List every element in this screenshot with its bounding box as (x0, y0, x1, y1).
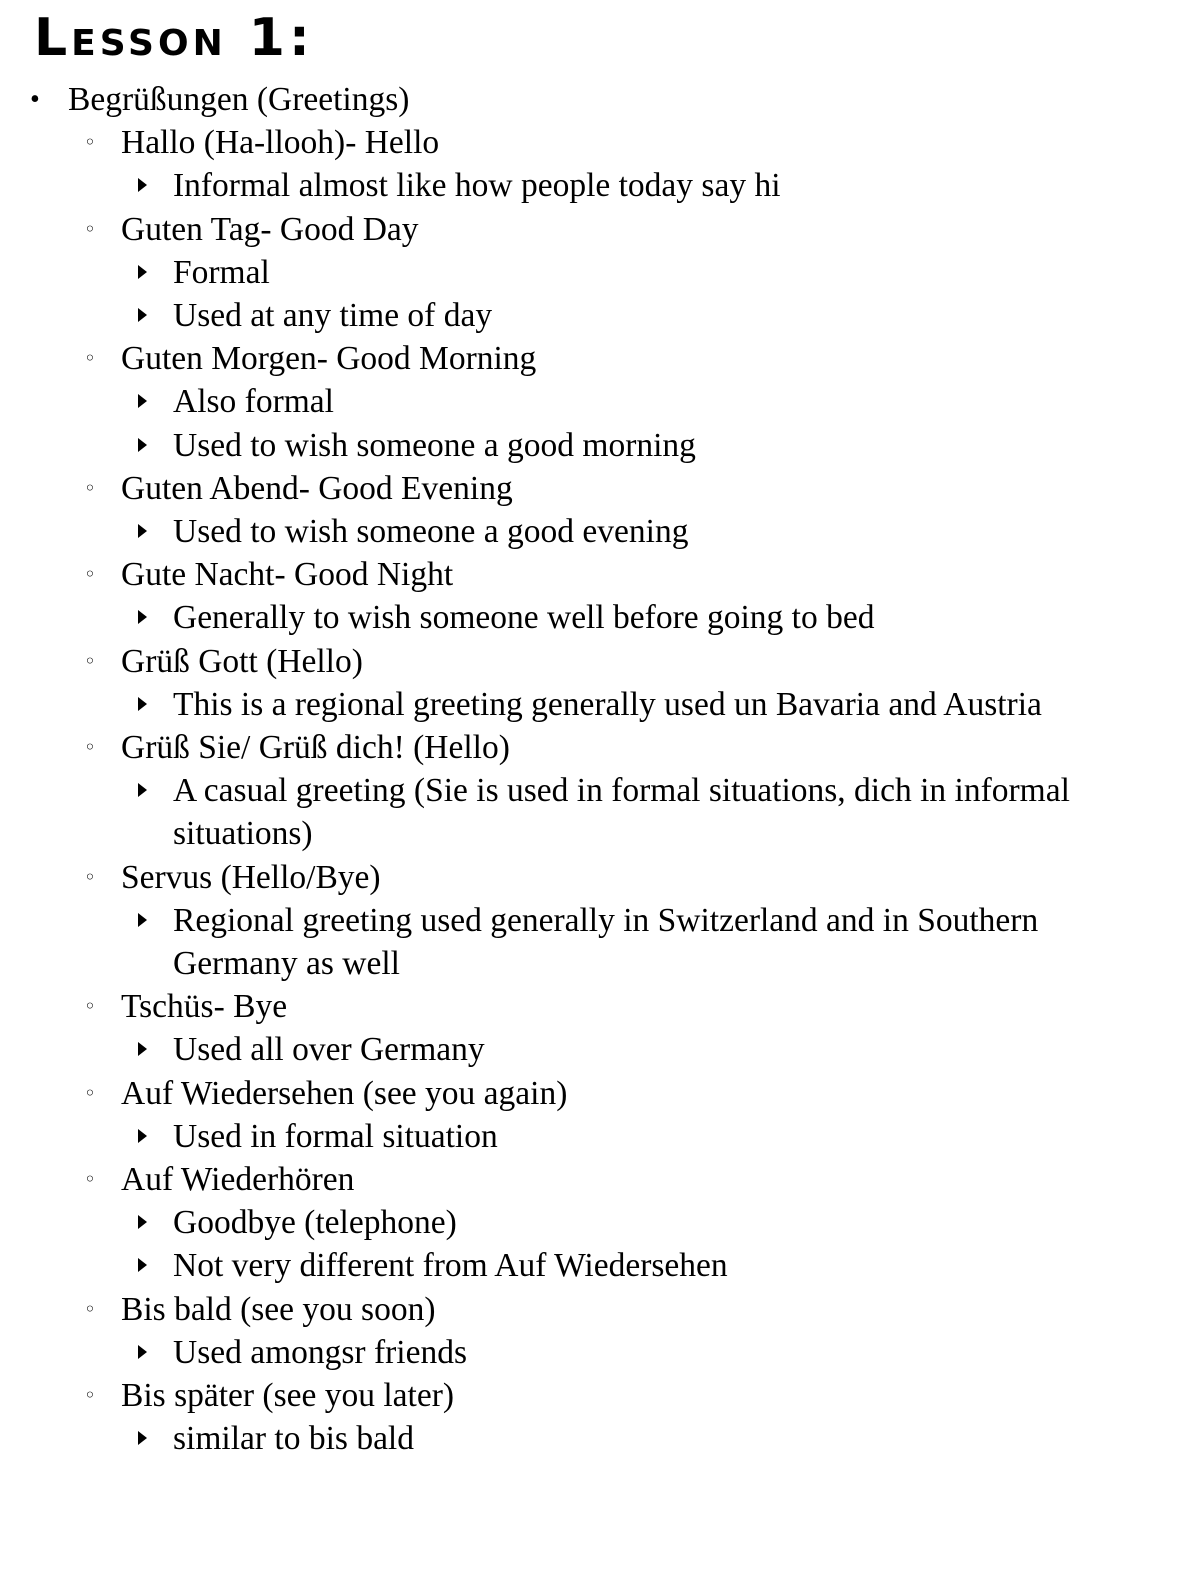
circle-bullet-icon: ◦ (84, 346, 96, 371)
greeting-label: Guten Abend- Good Evening (121, 469, 513, 507)
greeting-note (121, 683, 1153, 726)
greeting-label: Gute Nacht- Good Night (121, 556, 454, 594)
greeting-label: Servus (Hello/Bye) (121, 858, 381, 896)
greeting-item (68, 1288, 1200, 1374)
circle-bullet-icon: ◦ (84, 130, 96, 155)
circle-bullet-icon: ◦ (84, 562, 96, 587)
greeting-label: Tschüs- Bye (121, 988, 288, 1026)
greeting-note (121, 164, 1153, 207)
circle-bullet-icon: ◦ (84, 216, 96, 241)
greeting-note-text: Used all over Germany (173, 1031, 485, 1069)
triangle-bullet-icon (138, 265, 147, 279)
greeting-label: Bis später (see you later) (121, 1377, 455, 1415)
greeting-item (68, 1374, 1200, 1460)
greeting-note-text: Used in formal situation (173, 1117, 498, 1155)
greeting-notes (121, 1115, 1200, 1158)
greeting-note-text: Regional greeting used generally in Switzerland and in Southern Germany as well (173, 901, 1039, 983)
greeting-note (121, 380, 1153, 423)
triangle-bullet-icon (138, 913, 147, 927)
greeting-note-text: Goodbye (telephone) (173, 1204, 457, 1242)
bullet-icon: • (30, 84, 40, 115)
triangle-bullet-icon (138, 1345, 147, 1359)
greeting-note-text: Used to wish someone a good evening (173, 513, 689, 551)
greeting-note-text: Informal almost like how people today say hi (173, 167, 781, 205)
triangle-bullet-icon (138, 1215, 147, 1229)
greeting-note (121, 1201, 1153, 1244)
greeting-item (68, 1072, 1200, 1158)
greeting-note (121, 769, 1153, 855)
greeting-note-text: Used to wish someone a good morning (173, 426, 696, 464)
greeting-note-text: Not very different from Auf Wiedersehen (173, 1247, 728, 1285)
greeting-label: Auf Wiedersehen (see you again) (121, 1074, 568, 1112)
circle-bullet-icon: ◦ (84, 475, 96, 500)
triangle-bullet-icon (138, 524, 147, 538)
outline-heading: Begrüßungen (Greetings) (68, 81, 410, 118)
greeting-notes (121, 164, 1200, 207)
greeting-note-text: A casual greeting (Sie is used in formal situations, dich in informal situations) (173, 772, 1070, 853)
triangle-bullet-icon (138, 783, 147, 797)
greeting-label: Bis bald (see you soon) (121, 1290, 436, 1328)
greeting-note-text: This is a regional greeting generally used un Bavaria and Austria (173, 685, 1042, 723)
triangle-bullet-icon (138, 178, 147, 192)
triangle-bullet-icon (138, 697, 147, 711)
greeting-note (121, 1417, 1153, 1460)
triangle-bullet-icon (138, 308, 147, 322)
greeting-note (121, 1244, 1153, 1287)
triangle-bullet-icon (138, 1129, 147, 1143)
greeting-label: Grüß Gott (Hello) (121, 642, 363, 680)
greeting-item (68, 208, 1200, 338)
greeting-item (68, 553, 1200, 639)
circle-bullet-icon: ◦ (84, 1167, 96, 1192)
greeting-notes (121, 1417, 1200, 1460)
greeting-item (68, 337, 1200, 467)
greeting-note-text: Used at any time of day (173, 297, 493, 335)
circle-bullet-icon: ◦ (84, 1383, 96, 1408)
page-title: Lesson 1: (34, 8, 314, 68)
greeting-label: Auf Wiederhören (121, 1161, 355, 1199)
greeting-item (68, 856, 1200, 986)
greeting-item (68, 985, 1200, 1071)
greeting-item (68, 467, 1200, 553)
outline-heading-item (0, 78, 1200, 1461)
triangle-bullet-icon (138, 1042, 147, 1056)
greeting-note (121, 1331, 1153, 1374)
greeting-label: Grüß Sie/ Grüß dich! (Hello) (121, 729, 510, 767)
greeting-note (121, 424, 1153, 467)
greeting-note (121, 1028, 1153, 1071)
greeting-label: Guten Morgen- Good Morning (121, 340, 537, 378)
greeting-note-text: Also formal (173, 383, 334, 421)
greeting-label: Guten Tag- Good Day (121, 210, 419, 248)
greeting-notes (121, 510, 1200, 553)
triangle-bullet-icon (138, 1431, 147, 1445)
greeting-note-text: similar to bis bald (173, 1420, 414, 1458)
greeting-note (121, 1115, 1153, 1158)
greeting-notes (121, 1201, 1200, 1287)
circle-bullet-icon: ◦ (84, 994, 96, 1019)
circle-bullet-icon: ◦ (84, 864, 96, 889)
greeting-notes (121, 899, 1200, 985)
greetings-list (68, 121, 1200, 1460)
greeting-note-text: Generally to wish someone well before going to bed (173, 599, 875, 637)
circle-bullet-icon: ◦ (84, 735, 96, 760)
greeting-note-text: Used amongsr friends (173, 1333, 467, 1371)
greeting-notes (121, 683, 1200, 726)
greeting-notes (121, 1028, 1200, 1071)
triangle-bullet-icon (138, 1258, 147, 1272)
greeting-notes (121, 1331, 1200, 1374)
triangle-bullet-icon (138, 438, 147, 452)
triangle-bullet-icon (138, 610, 147, 624)
greeting-item (68, 121, 1200, 207)
greeting-notes (121, 596, 1200, 639)
greeting-notes (121, 769, 1200, 855)
greeting-note (121, 596, 1153, 639)
circle-bullet-icon: ◦ (84, 1296, 96, 1321)
circle-bullet-icon: ◦ (84, 648, 96, 673)
triangle-bullet-icon (138, 394, 147, 408)
greeting-note-text: Formal (173, 253, 270, 291)
greeting-notes (121, 251, 1200, 337)
greeting-note (121, 899, 1153, 985)
circle-bullet-icon: ◦ (84, 1080, 96, 1105)
greeting-note (121, 510, 1153, 553)
greeting-note (121, 251, 1153, 294)
greeting-item (68, 1158, 1200, 1288)
greeting-item (68, 640, 1200, 726)
greeting-note (121, 294, 1153, 337)
greeting-label: Hallo (Ha-llooh)- Hello (121, 124, 440, 162)
greeting-item (68, 726, 1200, 856)
lesson-outline (0, 78, 1200, 1461)
greeting-notes (121, 380, 1200, 466)
